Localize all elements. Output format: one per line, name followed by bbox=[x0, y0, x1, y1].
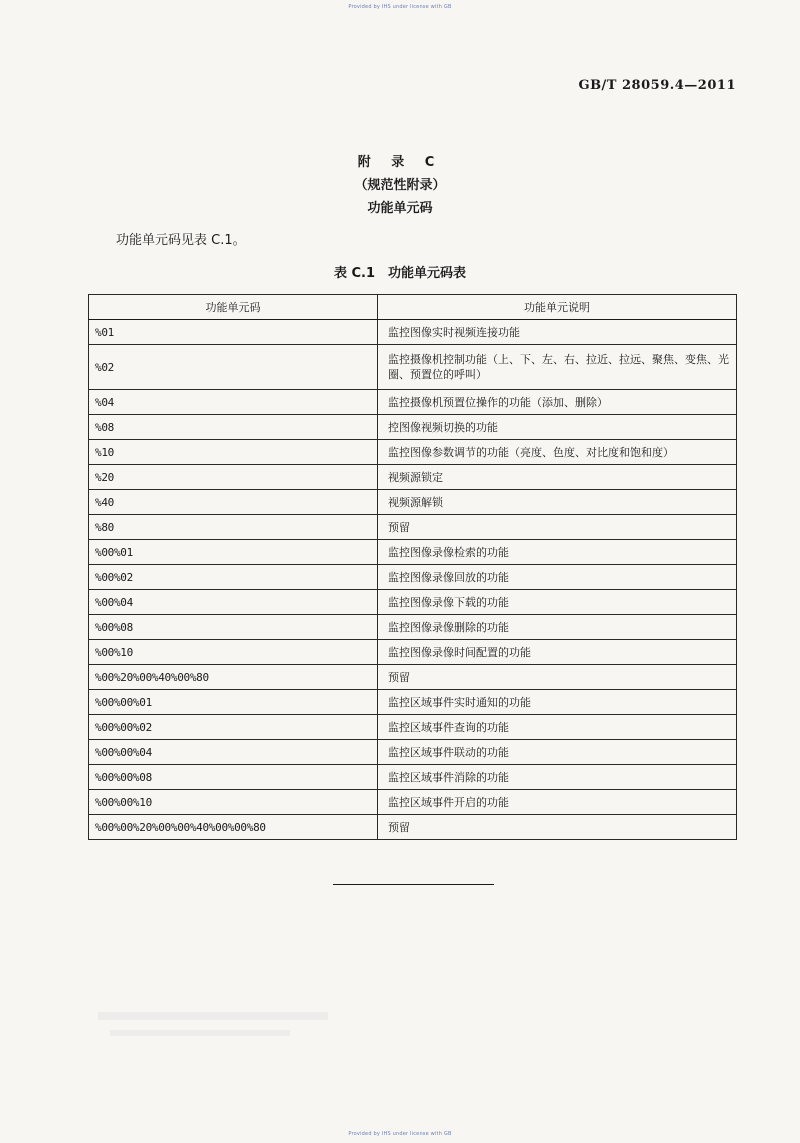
function-description: 监控图像录像检索的功能 bbox=[378, 540, 737, 565]
function-description: 监控区域事件消除的功能 bbox=[378, 765, 737, 790]
table-row bbox=[89, 320, 737, 345]
table-row bbox=[89, 440, 737, 465]
table-row bbox=[89, 590, 737, 615]
end-rule bbox=[333, 884, 494, 885]
table-row bbox=[89, 615, 737, 640]
function-code: %20 bbox=[89, 465, 378, 490]
function-code: %00%00%01 bbox=[89, 690, 378, 715]
table-row bbox=[89, 465, 737, 490]
annex-type: （规范性附录） bbox=[354, 178, 446, 193]
table-row bbox=[89, 790, 737, 815]
function-code: %80 bbox=[89, 515, 378, 540]
function-description: 控图像视频切换的功能 bbox=[378, 415, 737, 440]
function-description: 监控图像录像时间配置的功能 bbox=[378, 640, 737, 665]
table-row bbox=[89, 715, 737, 740]
function-description: 监控图像实时视频连接功能 bbox=[378, 320, 737, 345]
function-description: 监控区域事件查询的功能 bbox=[378, 715, 737, 740]
table-row bbox=[89, 415, 737, 440]
function-description: 监控摄像机预置位操作的功能（添加、删除） bbox=[378, 390, 737, 415]
table-row bbox=[89, 665, 737, 690]
function-code: %00%00%08 bbox=[89, 765, 378, 790]
table-row bbox=[89, 740, 737, 765]
header-code: 功能单元码 bbox=[89, 295, 378, 320]
function-code: %04 bbox=[89, 390, 378, 415]
function-code: %00%02 bbox=[89, 565, 378, 590]
function-code: %10 bbox=[89, 440, 378, 465]
function-code: %00%20%00%40%00%80 bbox=[89, 665, 378, 690]
function-description: 预留 bbox=[378, 665, 737, 690]
function-code: %00%08 bbox=[89, 615, 378, 640]
function-description: 视频源解锁 bbox=[378, 490, 737, 515]
function-description: 监控区域事件联动的功能 bbox=[378, 740, 737, 765]
function-code: %00%04 bbox=[89, 590, 378, 615]
table-row bbox=[89, 815, 737, 840]
function-code: %00%00%10 bbox=[89, 790, 378, 815]
function-description: 监控图像录像下载的功能 bbox=[378, 590, 737, 615]
function-code: %00%01 bbox=[89, 540, 378, 565]
header-description: 功能单元说明 bbox=[378, 295, 737, 320]
table-row bbox=[89, 765, 737, 790]
scan-artifact bbox=[98, 1012, 328, 1020]
annex-subject: 功能单元码 bbox=[367, 201, 433, 216]
function-code: %00%10 bbox=[89, 640, 378, 665]
function-description: 监控图像参数调节的功能（亮度、色度、对比度和饱和度） bbox=[378, 440, 737, 465]
scan-artifact bbox=[110, 1030, 290, 1036]
intro-text: 功能单元码见表 C.1。 bbox=[116, 233, 246, 248]
function-description: 监控摄像机控制功能（上、下、左、右、拉近、拉远、聚焦、变焦、光圈、预置位的呼叫） bbox=[378, 345, 737, 390]
function-code: %00%00%04 bbox=[89, 740, 378, 765]
standard-number: GB/T 28059.4—2011 bbox=[578, 78, 736, 93]
function-description: 监控区域事件开启的功能 bbox=[378, 790, 737, 815]
function-description: 监控图像录像回放的功能 bbox=[378, 565, 737, 590]
annex-title: 附 录 C bbox=[357, 155, 443, 170]
watermark-top: Provided by IHS under license with GB bbox=[348, 4, 452, 10]
table-row bbox=[89, 345, 737, 390]
function-code: %40 bbox=[89, 490, 378, 515]
table-header-row bbox=[89, 295, 737, 320]
function-description: 监控图像录像删除的功能 bbox=[378, 615, 737, 640]
table-row bbox=[89, 565, 737, 590]
watermark-bottom: Provided by IHS under license with GB bbox=[348, 1131, 452, 1137]
function-code: %01 bbox=[89, 320, 378, 345]
function-code-table bbox=[88, 294, 736, 840]
table-row bbox=[89, 490, 737, 515]
table-row bbox=[89, 640, 737, 665]
table-row bbox=[89, 540, 737, 565]
table-row bbox=[89, 690, 737, 715]
function-code: %08 bbox=[89, 415, 378, 440]
function-description: 预留 bbox=[378, 515, 737, 540]
function-description: 监控区域事件实时通知的功能 bbox=[378, 690, 737, 715]
function-description: 视频源锁定 bbox=[378, 465, 737, 490]
function-description: 预留 bbox=[378, 815, 737, 840]
function-code: %00%00%20%00%00%40%00%00%80 bbox=[89, 815, 378, 840]
function-code: %00%00%02 bbox=[89, 715, 378, 740]
table-row bbox=[89, 515, 737, 540]
table-row bbox=[89, 390, 737, 415]
function-code: %02 bbox=[89, 345, 378, 390]
table-caption: 表 C.1 功能单元码表 bbox=[333, 266, 467, 281]
